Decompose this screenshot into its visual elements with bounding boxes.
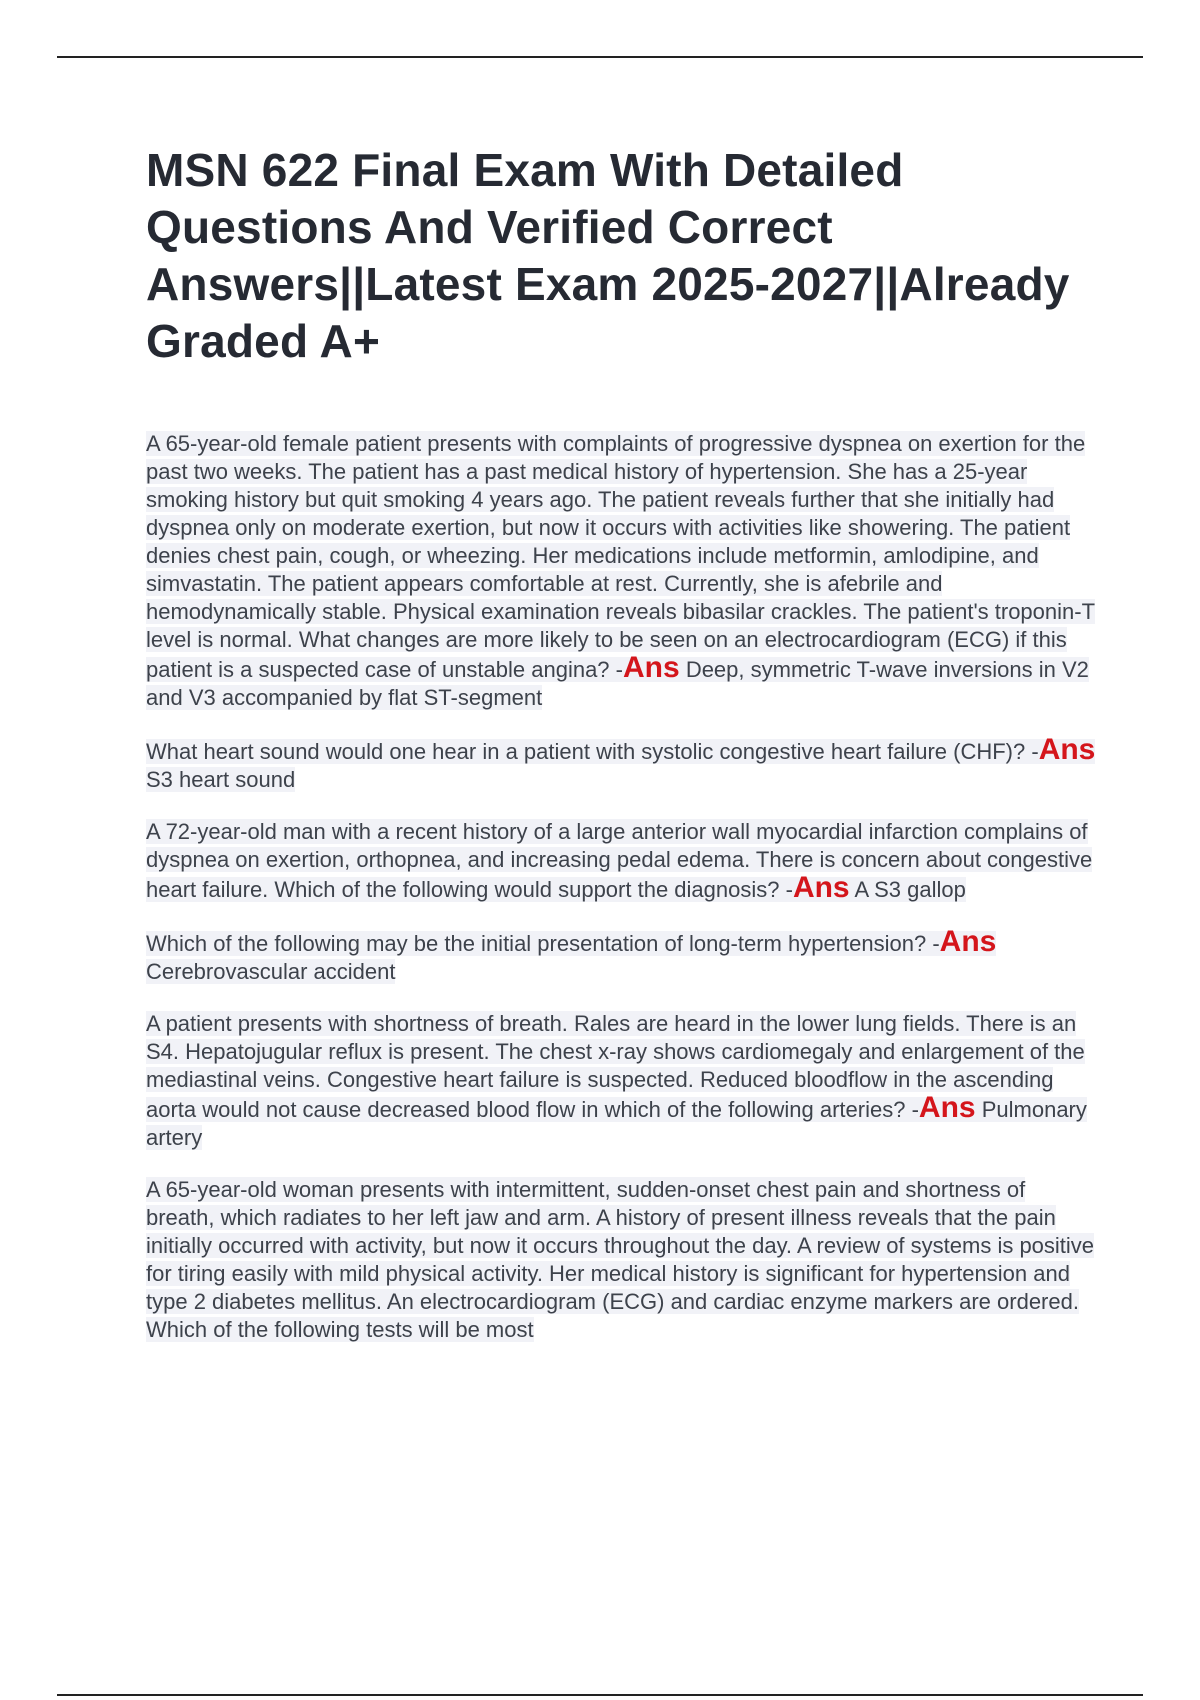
answer-prefix: - — [1025, 739, 1039, 764]
answer-prefix: - — [926, 931, 940, 956]
question-text: Which of the following may be the initial presentation of long-term hypertension? — [146, 931, 927, 956]
qa-item-3 — [146, 818, 1096, 904]
header-rule — [57, 56, 1143, 58]
answer-marker: Ans — [1038, 733, 1096, 766]
question-text: A 72-year-old man with a recent history of a large anterior wall myocardial infarction complains of dyspnea on exertion, orthopnea, and increasing pedal edema. There is concern about congestive heart failure. Which of the following would support the diagnosis? — [146, 819, 1093, 902]
question-text: A patient presents with shortness of breath. Rales are heard in the lower lung fields. There is an S4. Hepatojugular reflux is present. The chest x-ray shows cardiomegaly and enlargement of the mediastinal veins. Congestive heart failure is suspected. Reduced bloodflow in the ascending aorta would not cause decreased blood flow in which of the following arteries? — [146, 1011, 1085, 1122]
answer-text: A S3 gallop — [854, 877, 966, 902]
answer-prefix: - — [609, 657, 623, 682]
qa-item-2 — [146, 733, 1096, 794]
answer-marker: Ans — [939, 925, 997, 958]
answer-prefix: - — [905, 1097, 919, 1122]
document-title: MSN 622 Final Exam With Detailed Questions And Verified Correct Answers||Latest Exam 2025-2027||Already Graded A+ — [146, 144, 1070, 367]
qa-item-1 — [146, 430, 1096, 712]
answer-text: Pulmonary artery — [146, 1097, 1087, 1150]
answer-text: S3 heart sound — [146, 767, 296, 792]
qa-item-5 — [146, 1010, 1096, 1152]
answer-text: Cerebrovascular accident — [146, 959, 396, 984]
qa-item-6 — [146, 1176, 1096, 1344]
answer-text: Deep, symmetric T-wave inversions in V2 and V3 accompanied by flat ST-segment — [146, 657, 1089, 710]
answer-marker: Ans — [918, 1091, 976, 1124]
answer-marker: Ans — [792, 871, 850, 904]
question-text: A 65-year-old woman presents with intermittent, sudden-onset chest pain and shortness of breath, which radiates to her left jaw and arm. A history of present illness reveals that the pain initially occurred with activity, but now it occurs throughout the day. A review of systems is positive for tiring easily with mild physical activity. Her medical history is significant for hypertension and type 2 diabetes mellitus. An electrocardiogram (ECG) and cardiac enzyme markers are ordered. Which of the following tests will be most — [146, 1177, 1095, 1342]
answer-marker: Ans — [623, 651, 680, 684]
footer-rule — [57, 1694, 1143, 1696]
qa-item-4 — [146, 925, 1096, 986]
question-text: What heart sound would one hear in a patient with systolic congestive heart failure (CHF)? — [146, 739, 1026, 764]
document-body — [146, 142, 1096, 1368]
answer-prefix: - — [779, 877, 793, 902]
question-text: A 65-year-old female patient presents with complaints of progressive dyspnea on exertion for the past two weeks. The patient has a past medical history of hypertension. She has a 25-year smoking history but quit smoking 4 years ago. The patient reveals further that she initially had dyspnea only on moderate exertion, but now it occurs with activities like showering. The patient denies chest pain, cough, or wheezing. Her medications include metformin, amlodipine, and simvastatin. The patient appears comfortable at rest. Currently, she is afebrile and hemodynamically stable. Physical examination reveals bibasilar crackles. The patient's troponin-T level is normal. What changes are more likely to be seen on an electrocardiogram (ECG) if this patient is a suspected case of unstable angina? — [146, 431, 1095, 682]
